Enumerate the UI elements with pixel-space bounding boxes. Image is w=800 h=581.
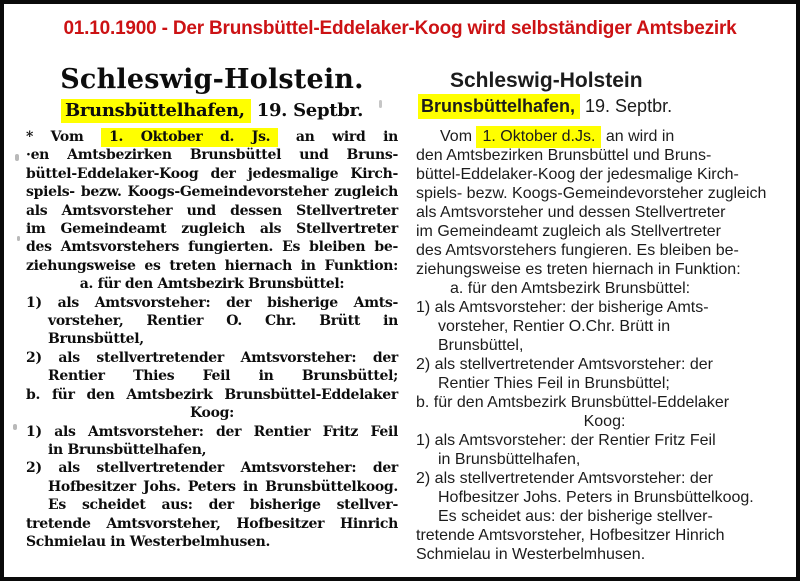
opening-prefix: * Vom (26, 129, 102, 145)
text-line: 1) als Amtsvorsteher: der bisherige Amts- (416, 299, 709, 316)
text-line: spiels- bezw. Koogs-Gemeindevorsteher zugleich (416, 185, 767, 202)
text-line: im Gemeindeamt zugleich als Stellvertreter (26, 221, 398, 238)
scan-dateline (26, 100, 398, 122)
highlighted-place: Brunsbüttelhafen, (61, 99, 251, 123)
text-line: büttel-Eddelaker-Koog der jedesmalige Kirch- (26, 165, 398, 182)
scan-opening-line (26, 128, 398, 146)
text-line: Rentier Thies Feil in Brunsbüttel; (438, 375, 670, 392)
text-line: als Amtsvorsteher und dessen Stellvertreter (416, 204, 726, 221)
transcription-body (416, 146, 793, 564)
text-line: ziehungsweise es treten hiernach in Funktion: (416, 261, 741, 278)
text-line: in Brunsbüttelhafen, (438, 451, 581, 468)
opening-suffix: an wird in (278, 129, 399, 145)
text-line: Hofbesitzer Johs. Peters in Brunsbüttelkoog. (48, 478, 398, 495)
text-line: Rentier Thies Feil in Brunsbüttel; (48, 368, 398, 385)
transcription-dateline (418, 94, 793, 118)
text-line: ziehungsweise es treten hiernach in Funktion: (26, 257, 398, 274)
highlighted-date: 1. Oktober d.Js. (476, 126, 601, 148)
newspaper-scan-column (26, 64, 398, 551)
text-line: 2) als stellvertretender Amtsvorsteher: der (26, 460, 398, 477)
text-line: Schmielau in Westerbelmhusen. (26, 533, 271, 550)
text-line: 1) als Amtsvorsteher: der Rentier Fritz Feil (416, 432, 716, 449)
text-line: 1) als Amtsvorsteher: der bisherige Amts- (26, 294, 398, 311)
text-line: ·en Amtsbezirken Brunsbüttel und Bruns- (26, 147, 398, 164)
text-line: Es scheidet aus: der bisherige stellver- (48, 497, 398, 514)
text-line: tretende Amtsvorsteher, Hofbesitzer Hinrich (26, 515, 398, 532)
text-line: den Amtsbezirken Brunsbüttel und Bruns- (416, 147, 712, 164)
text-line: 1) als Amtsvorsteher: der Rentier Fritz Feil (26, 423, 398, 440)
transcription-column (416, 68, 793, 564)
transcription-opening-line (416, 127, 793, 146)
text-line: Koog: (583, 413, 626, 430)
text-line: Brunsbüttel, (48, 331, 144, 348)
text-line: des Amtsvorstehers fungieren. Es bleiben be- (416, 242, 739, 259)
text-line: b. für den Amtsbezirk Brunsbüttel-Eddelaker (416, 394, 730, 411)
text-line: als Amtsvorsteher und dessen Stellvertreter (26, 202, 398, 219)
text-line: 2) als stellvertretender Amtsvorsteher: der (416, 470, 714, 487)
dateline-date: 19. Septbr. (250, 100, 364, 121)
scan-heading: Schleswig-Holstein. (60, 64, 364, 95)
text-line: Brunsbüttel, (438, 337, 524, 354)
dateline-date: 19. Septbr. (580, 96, 673, 116)
text-line: Es scheidet aus: der bisherige stellver- (438, 508, 713, 525)
text-line: im Gemeindeamt zugleich als Stellvertreter (416, 223, 722, 240)
text-line: des Amtsvorstehers fungierten. Es bleiben be- (26, 239, 398, 256)
text-line: a. für den Amtsbezirk Brunsbüttel: (450, 280, 691, 297)
scan-artifact (13, 424, 17, 430)
highlighted-place: Brunsbüttelhafen, (418, 94, 580, 119)
text-line: vorsteher, Rentier O. Chr. Brütt in (48, 313, 398, 330)
text-line: 2) als stellvertretender Amtsvorsteher: der (26, 349, 398, 366)
text-line: a. für den Amtsbezirk Brunsbüttel: (79, 276, 345, 293)
transcription-heading: Schleswig-Holstein (450, 69, 643, 92)
scan-artifact (17, 236, 20, 241)
text-line: vorsteher, Rentier O.Chr. Brütt in (438, 318, 671, 335)
text-line: tretende Amtsvorsteher, Hofbesitzer Hinrich (416, 527, 725, 544)
opening-prefix: Vom (440, 128, 477, 145)
highlighted-date: 1. Oktober d. Js. (101, 128, 278, 147)
text-line: büttel-Eddelaker-Koog der jedesmalige Kirch- (416, 166, 739, 183)
scan-body (26, 146, 398, 551)
text-line: Schmielau in Westerbelmhusen. (416, 546, 646, 563)
text-line: Hofbesitzer Johs. Peters in Brunsbüttelkoog. (438, 489, 754, 506)
text-line: 2) als stellvertretender Amtsvorsteher: der (416, 356, 714, 373)
scan-artifact (15, 154, 19, 161)
text-line: Koog: (190, 405, 234, 422)
text-line: spiels- bezw. Koogs-Gemeindevorsteher zugleich (26, 184, 398, 201)
page-title: 01.10.1900 - Der Brunsbüttel-Eddelaker-Koog wird selbständiger Amtsbezirk (63, 18, 737, 39)
text-line: in Brunsbüttelhafen, (48, 441, 207, 458)
scan-artifact (379, 100, 382, 108)
text-line: b. für den Amtsbezirk Brunsbüttel-Eddelaker (26, 386, 398, 403)
opening-suffix: an wird in (601, 128, 675, 145)
